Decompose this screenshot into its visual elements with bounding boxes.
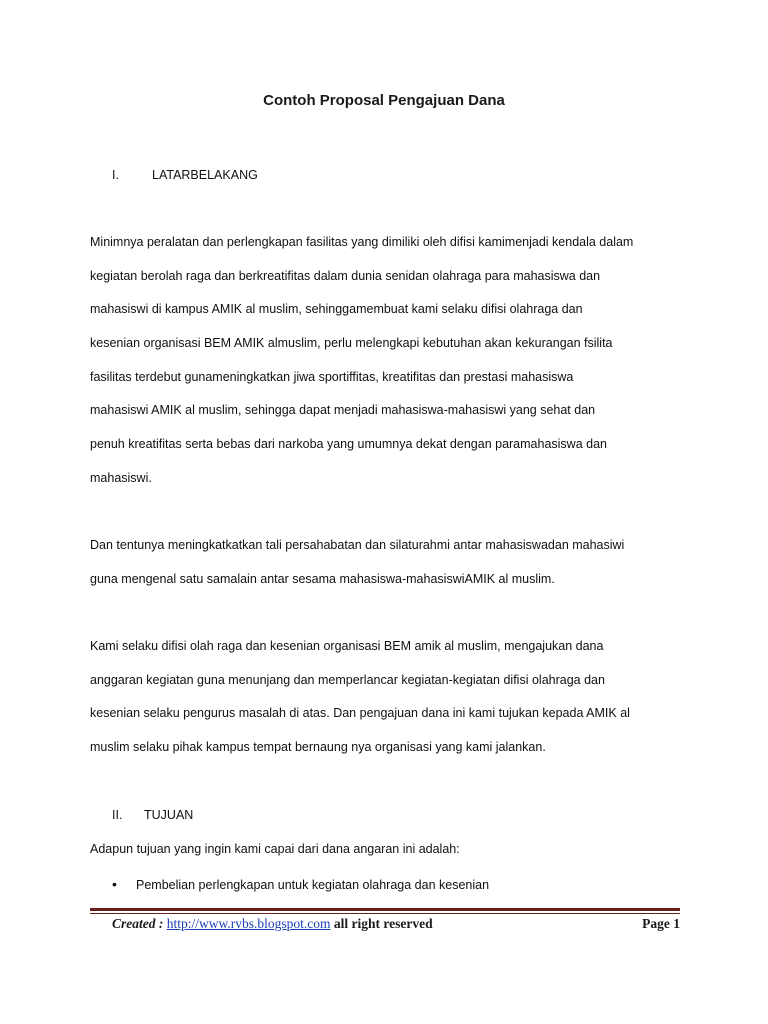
paragraph-line: Kami selaku difisi olah raga dan kesenian organisasi BEM amik al muslim, mengajukan dana: [90, 639, 604, 653]
list-item-text: Pembelian perlengkapan untuk kegiatan olahraga dan kesenian: [136, 878, 490, 892]
paragraph-line: penuh kreatifitas serta bebas dari narkoba yang umumnya dekat dengan paramahasiswa dan: [90, 437, 607, 452]
section-2-title: TUJUAN: [144, 808, 194, 822]
section-1-heading: [112, 168, 258, 182]
paragraph-line: anggaran kegiatan guna menunjang dan memperlancar kegiatan-kegiatan difisi olahraga dan: [90, 672, 605, 687]
paragraph-line: guna mengenal satu samalain antar sesama mahasiswa-mahasiswiAMIK al muslim.: [90, 571, 555, 586]
paragraph-line: muslim selaku pihak kampus tempat bernaung nya organisasi yang kami jalankan.: [90, 740, 546, 755]
objectives-intro: Adapun tujuan yang ingin kami capai dari dana angaran ini adalah:: [90, 842, 460, 856]
page-title: Contoh Proposal Pengajuan Dana: [263, 92, 505, 109]
paragraph-line: mahasiswi AMIK al muslim, sehingga dapat menjadi mahasiswa-mahasiswi yang sehat dan: [90, 403, 596, 418]
section-2-number: II.: [112, 808, 123, 822]
paragraph-background-2: [90, 529, 670, 596]
paragraph-line: Minimnya peralatan dan perlengkapan fasilitas yang dimiliki oleh difisi kamimenjadi kendala dalam: [90, 235, 634, 249]
paragraph-line: kesenian organisasi BEM AMIK almuslim, perlu melengkapi kebutuhan akan kekurangan fsilita: [90, 336, 613, 351]
footer-blog-link[interactable]: http://www.rvbs.blogspot.com: [166, 916, 331, 931]
section-2-heading: [112, 808, 193, 822]
paragraph-line: kesenian selaku pengurus masalah di atas. Dan pengajuan dana ini kami tujukan kepada AMIK al: [90, 706, 630, 721]
section-1-title: LATARBELAKANG: [152, 168, 258, 182]
bullet-icon: •: [112, 876, 117, 892]
paragraph-line: kegiatan berolah raga dan berkreatifitas dalam dunia senidan olahraga para mahasiswa dan: [90, 268, 601, 283]
footer-divider-thin: [90, 913, 680, 914]
paragraph-background-3: [90, 630, 670, 765]
list-item: [112, 876, 489, 892]
paragraph-background-1: [90, 226, 670, 496]
section-1-number: I.: [112, 168, 119, 182]
footer-divider: [90, 908, 680, 911]
footer-rights: all right reserved: [333, 916, 433, 931]
page-number: Page 1: [642, 916, 680, 931]
footer-created-label: Created :: [112, 916, 164, 931]
paragraph-line: mahasiswi.: [90, 470, 152, 485]
page-footer: [112, 916, 680, 932]
paragraph-line: fasilitas terdebut gunameningkatkan jiwa sportiffitas, kreatifitas dan prestasi mahasiswa: [90, 369, 574, 384]
paragraph-line: Dan tentunya meningkatkatkan tali persahabatan dan silaturahmi antar mahasiswadan mahasiwi: [90, 538, 625, 552]
paragraph-line: mahasiswi di kampus AMIK al muslim, sehinggamembuat kami selaku difisi olahraga dan: [90, 302, 583, 317]
